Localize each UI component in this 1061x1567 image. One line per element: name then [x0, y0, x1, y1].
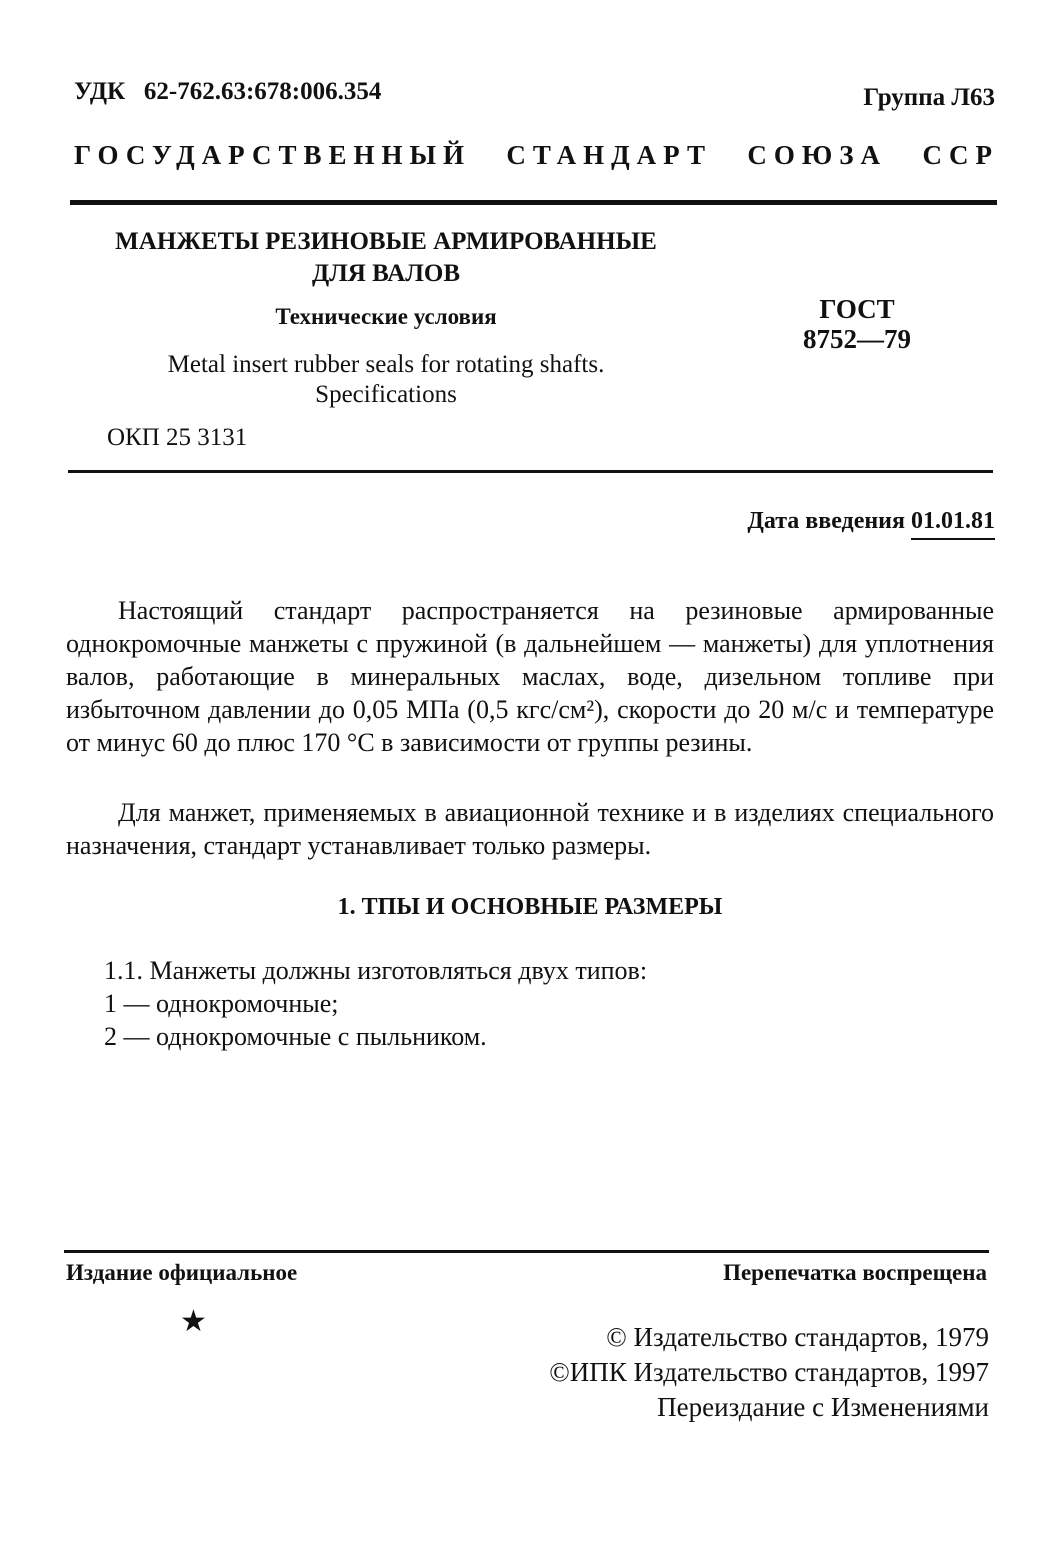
- intro-date-label: Дата введения: [747, 508, 905, 534]
- english-title-line-2: Specifications: [315, 381, 457, 408]
- title-line-1: МАНЖЕТЫ РЕЗИНОВЫЕ АРМИРОВАННЫЕ: [115, 228, 657, 255]
- english-title: [70, 350, 702, 410]
- udk-code: УДК 62-762.63:678:006.354: [74, 78, 382, 105]
- section-heading: 1. ТПЫ И ОСНОВНЫЕ РАЗМЕРЫ: [337, 894, 723, 920]
- copyright-line: © Издательство стандартов, 1979: [606, 1322, 989, 1352]
- gost-number: 8752—79: [803, 324, 911, 354]
- english-title-line-1: Metal insert rubber seals for rotating shafts.: [167, 351, 605, 378]
- list-item: 1 — однокромочные;: [104, 989, 339, 1018]
- aviation-paragraph: Для манжет, применяемых в авиационной технике и в изделиях специального назначения, стандарт устанавливает только размеры.: [66, 798, 994, 860]
- intro-date: [747, 508, 995, 535]
- state-word-1: ГОСУДАРСТВЕННЫЙ: [74, 140, 472, 170]
- list-item: 2 — однокромочные с пыльником.: [104, 1022, 487, 1051]
- group-code: Группа Л63: [863, 84, 995, 111]
- top-divider: [70, 200, 997, 205]
- okp-code: ОКП 25 3131: [107, 424, 248, 451]
- title-line-2: ДЛЯ ВАЛОВ: [311, 260, 461, 287]
- title-divider: [68, 470, 993, 473]
- state-word-4: ССР: [922, 140, 999, 170]
- state-word-3: СОЮЗА: [747, 140, 888, 170]
- edition-label: Издание официальное: [66, 1260, 298, 1285]
- reissue-note: Переиздание с Изменениями: [657, 1392, 989, 1422]
- list-item: 1.1. Манжеты должны изготовляться двух типов:: [104, 956, 648, 985]
- state-standard-heading: [74, 140, 999, 171]
- gost-label: ГОСТ: [819, 294, 895, 324]
- intro-date-value: 01.01.81: [911, 508, 995, 540]
- scope-paragraph: Настоящий стандарт распространяется на резиновые армированные однокромочные манжеты с пружиной (в дальнейшем — манжеты) для уплотнения валов, работающие в минеральных маслах, воде, дизельном топливе при избыточном давлении до 0,05 МПа (0,5 кгс/см²), скорости до 20 м/с и температуре от минус 60 до плюс 170 °С в зависимости от группы резины.: [66, 596, 994, 757]
- copyright-line: ©ИПК Издательство стандартов, 1997: [549, 1357, 989, 1387]
- star-icon: ★: [180, 1305, 207, 1338]
- reprint-notice: Перепечатка воспрещена: [723, 1260, 987, 1285]
- state-word-2: СТАНДАРТ: [506, 140, 712, 170]
- footer-divider: [64, 1250, 989, 1253]
- gost-number-block: [762, 294, 952, 354]
- document-subtitle: Технические условия: [275, 304, 497, 329]
- document-title: [70, 226, 702, 290]
